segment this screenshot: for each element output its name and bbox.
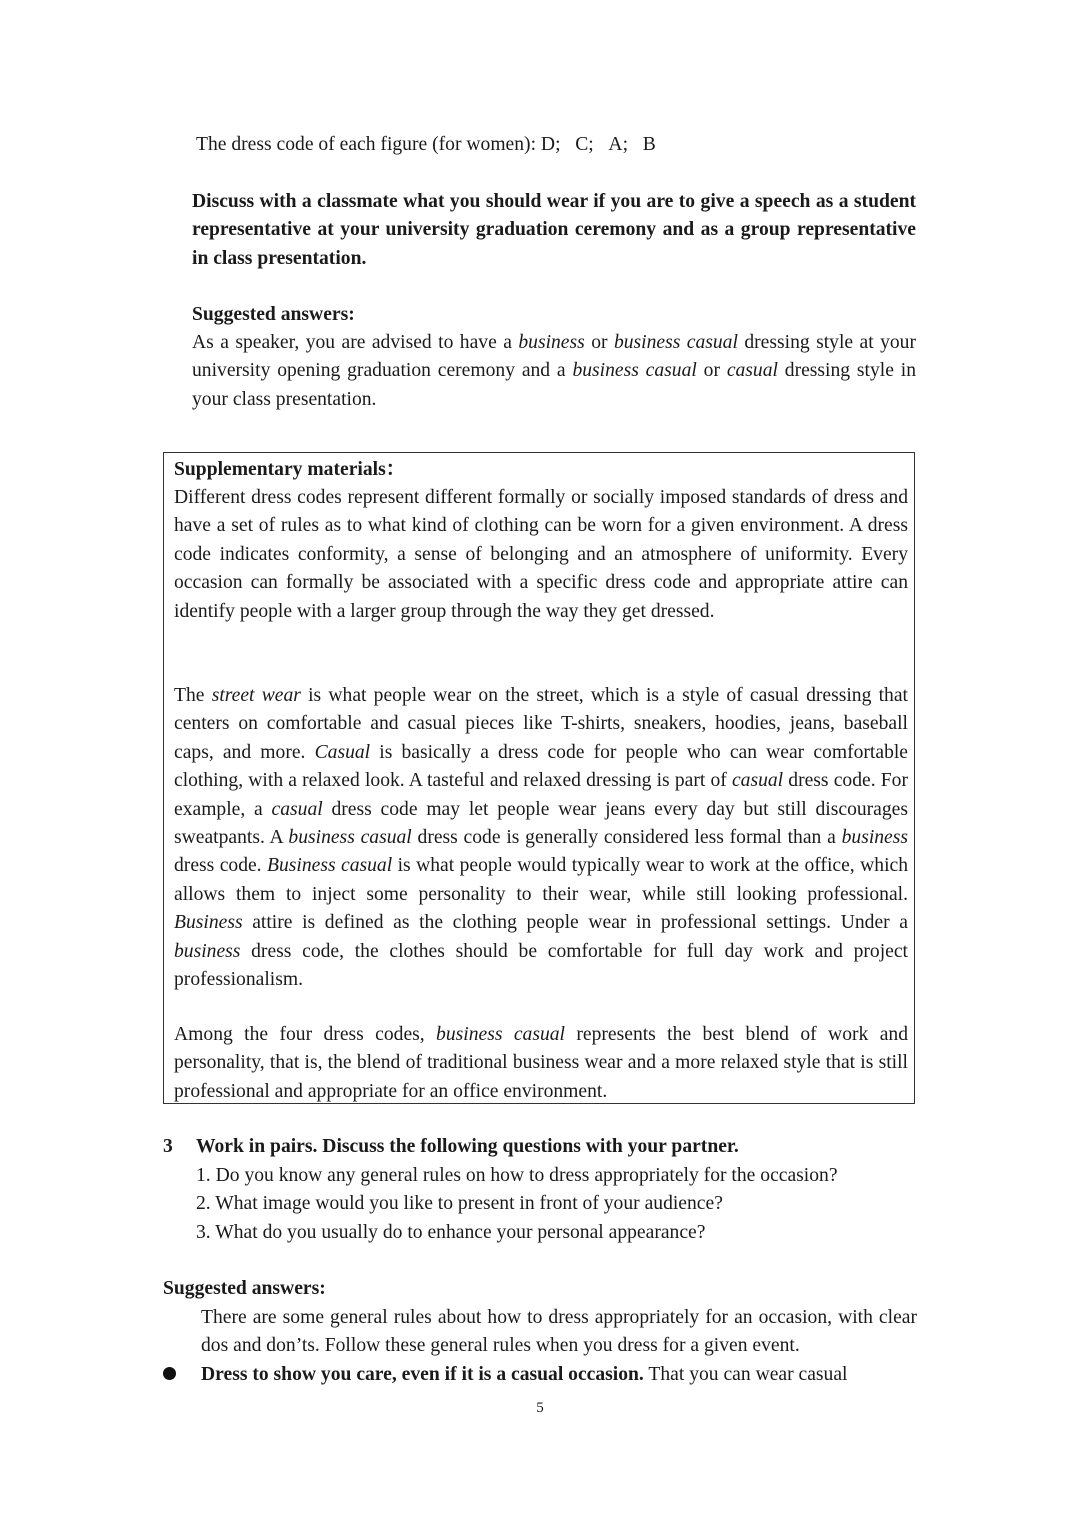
page-number: 5: [536, 1400, 544, 1416]
suggested-answers-heading-1: Suggested answers:: [192, 304, 355, 325]
discussion-prompt: Discuss with a classmate what you should wear if you are to give a speech as a student representative at your university graduation ceremony and as a group representative in class presentation.: [192, 191, 916, 269]
question-1: 1. Do you know any general rules on how to dress appropriately for the occasion?: [196, 1165, 838, 1186]
suggested-answer-1: As a speaker, you are advised to have a business or business casual dressing style at your university opening graduation ceremony and a business casual or casual dressing style in your class presentation.: [192, 332, 917, 410]
figure-answer: The dress code of each figure (for women): D; C; A; B: [196, 134, 656, 155]
bullet-icon: [163, 1367, 176, 1380]
suggested-answer-2-intro: There are some general rules about how to dress appropriately for an occasion, with clear dos and don’ts. Follow these general rules when you dress for a given event.: [201, 1307, 917, 1357]
exercise-title: Work in pairs. Discuss the following questions with your partner.: [196, 1136, 739, 1157]
question-3: 3. What do you usually do to enhance your personal appearance?: [196, 1222, 706, 1243]
question-2: 2. What image would you like to present in front of your audience?: [196, 1193, 723, 1214]
supplementary-paragraph-1: Different dress codes represent different formally or socially imposed standards of dress and have a set of rules as to what kind of clothing can be worn for a given environment. A dress code indicates conformity, a sense of belonging and an atmosphere of uniformity. Every occasion can formally be associated with a specific dress code and appropriate attire can identify people with a larger group through the way they get dressed.: [174, 487, 908, 622]
supplementary-paragraph-2: The street wear is what people wear on the street, which is a style of casual dressing that centers on comfortable and casual pieces like T-shirts, sneakers, hoodies, jeans, baseball caps, and more. Casual is basically a dress code for people who can wear comfortable clothing, with a relaxed look. A tasteful and relaxed dressing is part of casual dress code. For example, a casual dress code may let people wear jeans every day but still discourages sweatpants. A business casual dress code is generally considered less formal than a business dress code. Business casual is what people would typically wear to work at the office, which allows them to inject some personality to their wear, while still looking professional. Business attire is defined as the clothing people wear in professional settings. Under a business dress code, the clothes should be comfortable for full day work and project professionalism.: [174, 685, 909, 991]
supplementary-paragraph-3: Among the four dress codes, business casual represents the best blend of work and personality, that is, the blend of traditional business wear and a more relaxed style that is still professional and appropriate for an office environment.: [174, 1024, 908, 1102]
supplementary-materials-box: [163, 452, 915, 1104]
bullet-item-1: Dress to show you care, even if it is a casual occasion. That you can wear casual: [201, 1364, 848, 1385]
exercise-number: 3: [163, 1136, 173, 1157]
supplementary-heading: Supplementary materials：: [174, 459, 406, 480]
suggested-answers-heading-2: Suggested answers:: [163, 1278, 326, 1299]
